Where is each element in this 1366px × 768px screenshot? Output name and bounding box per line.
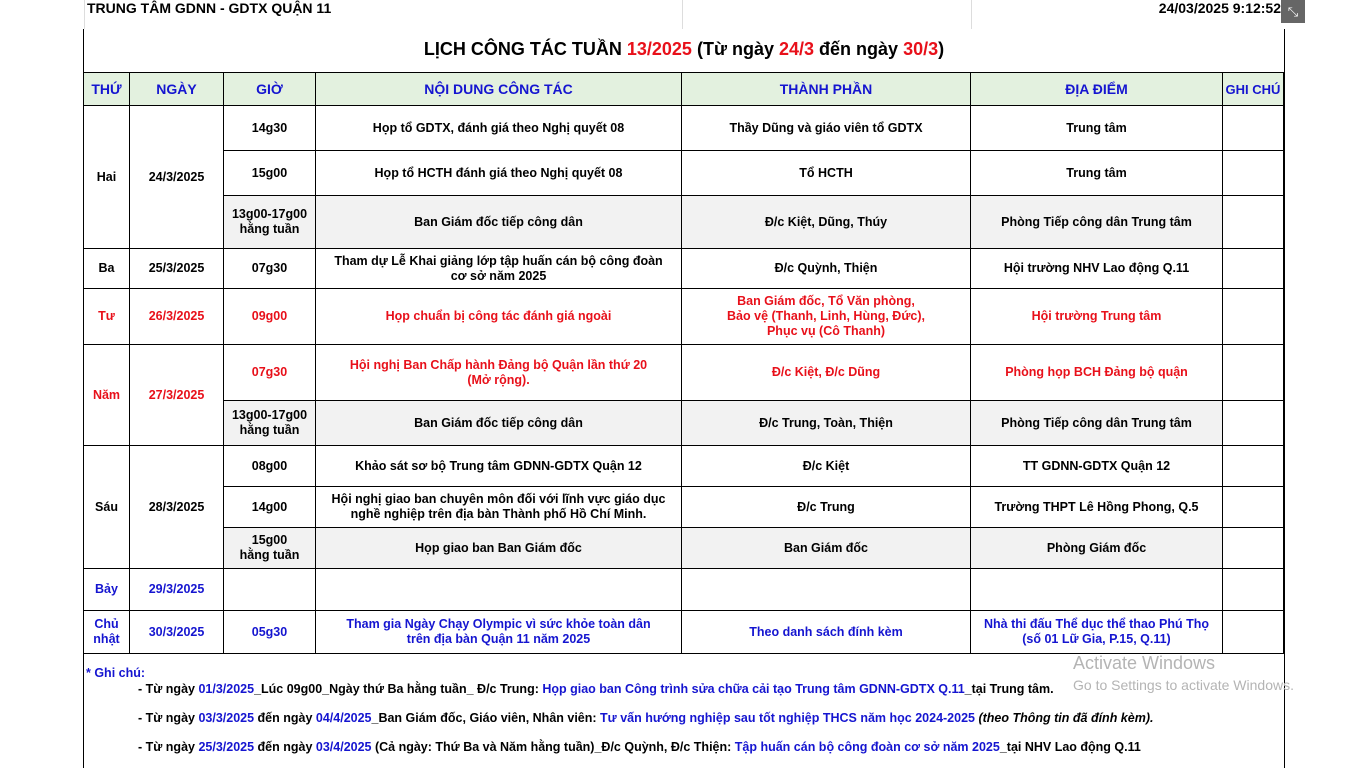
note-highlight: Họp giao ban Công trình sửa chữa cải tạo Trung tâm GDNN-GDTX Q.11: [542, 682, 965, 696]
content-cell: [316, 569, 682, 611]
time-cell: 09g00: [224, 289, 316, 345]
table-row: [84, 569, 1284, 611]
place-cell: Trường THPT Lê Hồng Phong, Q.5: [971, 487, 1223, 528]
table-row: [84, 446, 1284, 487]
time-cell: 08g00: [224, 446, 316, 487]
content-cell: Hội nghị giao ban chuyên môn đối với lĩnh vực giáo dục nghề nghiệp trên địa bàn Thành phố Hồ Chí Minh.: [316, 487, 682, 528]
place-cell: Phòng họp BCH Đảng bộ quận: [971, 345, 1223, 401]
members-cell: Ban Giám đốc: [682, 528, 971, 569]
note-highlight: Tập huấn cán bộ công đoàn cơ sở năm 2025: [734, 740, 1000, 754]
title-text: ): [938, 39, 945, 59]
content-cell: Họp chuẩn bị công tác đánh giá ngoài: [316, 289, 682, 345]
content-cell: Ban Giám đốc tiếp công dân: [316, 401, 682, 446]
divider: [971, 0, 972, 29]
title-week: 13/2025: [626, 39, 692, 59]
note-text: (theo Thông tin đã đính kèm).: [975, 711, 1154, 725]
current-datetime: 24/03/2025 9:12:52: [1158, 0, 1281, 16]
day-cell: Chủ nhật: [84, 611, 130, 654]
note-text: _tại Trung tâm.: [964, 682, 1054, 696]
members-cell: Thầy Dũng và giáo viên tổ GDTX: [682, 106, 971, 151]
day-cell: Bảy: [84, 569, 130, 611]
content-cell: Khảo sát sơ bộ Trung tâm GDNN-GDTX Quận 12: [316, 446, 682, 487]
place-cell: TT GDNN-GDTX Quận 12: [971, 446, 1223, 487]
members-cell: Theo danh sách đính kèm: [682, 611, 971, 654]
notes-heading: * Ghi chú:: [86, 666, 146, 680]
day-cell: Năm: [84, 345, 130, 446]
col-header-content: NỘI DUNG CÔNG TÁC: [316, 73, 682, 106]
watermark-title: Activate Windows: [1073, 653, 1216, 673]
content-cell: Ban Giám đốc tiếp công dân: [316, 196, 682, 249]
note-line-1: [138, 682, 1054, 696]
content-cell: Hội nghị Ban Chấp hành Đảng bộ Quận lần thứ 20 (Mở rộng).: [316, 345, 682, 401]
note-cell: [1223, 151, 1284, 196]
table-row: [84, 487, 1284, 528]
members-cell: Tổ HCTH: [682, 151, 971, 196]
col-header-day: THỨ: [84, 73, 130, 106]
place-cell: Phòng Tiếp công dân Trung tâm: [971, 401, 1223, 446]
note-date: 03/4/2025: [315, 740, 372, 754]
schedule-table: [83, 72, 1284, 654]
col-header-place: ĐỊA ĐIỂM: [971, 73, 1223, 106]
note-cell: [1223, 569, 1284, 611]
note-text: - Từ ngày: [138, 711, 199, 725]
date-cell: 27/3/2025: [130, 345, 224, 446]
place-cell: Phòng Giám đốc: [971, 528, 1223, 569]
note-text: (Cả ngày: Thứ Ba và Năm hằng tuần)_Đ/c Quỳnh, Đ/c Thiện:: [371, 740, 735, 754]
note-text: - Từ ngày: [138, 740, 199, 754]
note-text: đến ngày: [254, 740, 316, 754]
place-cell: Trung tâm: [971, 106, 1223, 151]
page-title: [84, 39, 1284, 60]
time-cell: 05g30: [224, 611, 316, 654]
table-header-row: [84, 73, 1284, 106]
note-text: _tại NHV Lao động Q.11: [999, 740, 1141, 754]
content-cell: Họp giao ban Ban Giám đốc: [316, 528, 682, 569]
collapse-icon[interactable]: ⤡: [1281, 0, 1305, 23]
table-row: [84, 345, 1284, 401]
note-text: _Ban Giám đốc, Giáo viên, Nhân viên:: [371, 711, 601, 725]
note-line-2: [138, 711, 1153, 725]
note-cell: [1223, 249, 1284, 289]
col-header-note: GHI CHÚ: [1223, 73, 1284, 106]
title-from: 24/3: [779, 39, 815, 59]
day-cell: Hai: [84, 106, 130, 249]
table-row: [84, 106, 1284, 151]
title-text: LỊCH CÔNG TÁC TUẦN: [423, 39, 627, 59]
note-cell: [1223, 289, 1284, 345]
note-date: 01/3/2025: [198, 682, 255, 696]
table-row: [84, 249, 1284, 289]
date-cell: 25/3/2025: [130, 249, 224, 289]
content-cell: Tham dự Lễ Khai giảng lớp tập huấn cán bộ công đoàn cơ sở năm 2025: [316, 249, 682, 289]
table-row: [84, 289, 1284, 345]
day-cell: Sáu: [84, 446, 130, 569]
place-cell: Trung tâm: [971, 151, 1223, 196]
table-row: [84, 611, 1284, 654]
note-highlight: Tư vấn hướng nghiệp sau tốt nghiệp THCS năm học 2024-2025: [600, 711, 975, 725]
col-header-members: THÀNH PHẦN: [682, 73, 971, 106]
note-cell: [1223, 446, 1284, 487]
table-row: [84, 528, 1284, 569]
day-cell: Ba: [84, 249, 130, 289]
col-header-date: NGÀY: [130, 73, 224, 106]
date-cell: 26/3/2025: [130, 289, 224, 345]
org-name: TRUNG TÂM GDNN - GDTX QUẬN 11: [87, 0, 332, 16]
table-row: [84, 151, 1284, 196]
note-text: _Lúc 09g00_Ngày thứ Ba hằng tuần_ Đ/c Trung:: [254, 682, 543, 696]
content-cell: Tham gia Ngày Chạy Olympic vì sức khỏe toàn dân trên địa bàn Quận 11 năm 2025: [316, 611, 682, 654]
place-cell: Nhà thi đấu Thể dục thể thao Phú Thọ (số 01 Lữ Gia, P.15, Q.11): [971, 611, 1223, 654]
content-cell: Họp tổ GDTX, đánh giá theo Nghị quyết 08: [316, 106, 682, 151]
note-date: 03/3/2025: [198, 711, 255, 725]
title-text: (Từ ngày: [691, 39, 779, 59]
place-cell: Hội trường Trung tâm: [971, 289, 1223, 345]
note-date: 25/3/2025: [198, 740, 255, 754]
table-row: [84, 196, 1284, 249]
place-cell: [971, 569, 1223, 611]
note-text: đến ngày: [254, 711, 316, 725]
title-text: đến ngày: [814, 39, 904, 59]
col-header-time: GIỜ: [224, 73, 316, 106]
time-cell: 15g00: [224, 151, 316, 196]
day-cell: Tư: [84, 289, 130, 345]
note-cell: [1223, 196, 1284, 249]
note-cell: [1223, 345, 1284, 401]
members-cell: Ban Giám đốc, Tổ Văn phòng, Bảo vệ (Thanh, Linh, Hùng, Đức), Phục vụ (Cô Thanh): [682, 289, 971, 345]
members-cell: [682, 569, 971, 611]
members-cell: Đ/c Trung, Toàn, Thiện: [682, 401, 971, 446]
time-cell: [224, 569, 316, 611]
note-cell: [1223, 611, 1284, 654]
time-cell: 07g30: [224, 345, 316, 401]
divider: [682, 0, 683, 29]
date-cell: 30/3/2025: [130, 611, 224, 654]
members-cell: Đ/c Kiệt, Dũng, Thúy: [682, 196, 971, 249]
time-cell: 14g30: [224, 106, 316, 151]
members-cell: Đ/c Quỳnh, Thiện: [682, 249, 971, 289]
place-cell: Phòng Tiếp công dân Trung tâm: [971, 196, 1223, 249]
time-cell: 15g00 hằng tuần: [224, 528, 316, 569]
time-cell: 07g30: [224, 249, 316, 289]
top-bar: [84, 0, 1283, 29]
members-cell: Đ/c Kiệt, Đ/c Dũng: [682, 345, 971, 401]
watermark-subtitle: Go to Settings to activate Windows.: [1073, 677, 1294, 693]
members-cell: Đ/c Trung: [682, 487, 971, 528]
time-cell: 14g00: [224, 487, 316, 528]
note-cell: [1223, 528, 1284, 569]
note-cell: [1223, 106, 1284, 151]
note-cell: [1223, 401, 1284, 446]
note-line-3: [138, 740, 1141, 754]
note-cell: [1223, 487, 1284, 528]
note-date: 04/4/2025: [315, 711, 372, 725]
table-row: [84, 401, 1284, 446]
date-cell: 29/3/2025: [130, 569, 224, 611]
note-text: - Từ ngày: [138, 682, 199, 696]
members-cell: Đ/c Kiệt: [682, 446, 971, 487]
time-cell: 13g00-17g00 hằng tuần: [224, 196, 316, 249]
title-to: 30/3: [903, 39, 939, 59]
content-cell: Họp tổ HCTH đánh giá theo Nghị quyết 08: [316, 151, 682, 196]
time-cell: 13g00-17g00 hằng tuần: [224, 401, 316, 446]
place-cell: Hội trường NHV Lao động Q.11: [971, 249, 1223, 289]
activation-watermark: [1073, 653, 1294, 693]
date-cell: 28/3/2025: [130, 446, 224, 569]
date-cell: 24/3/2025: [130, 106, 224, 249]
